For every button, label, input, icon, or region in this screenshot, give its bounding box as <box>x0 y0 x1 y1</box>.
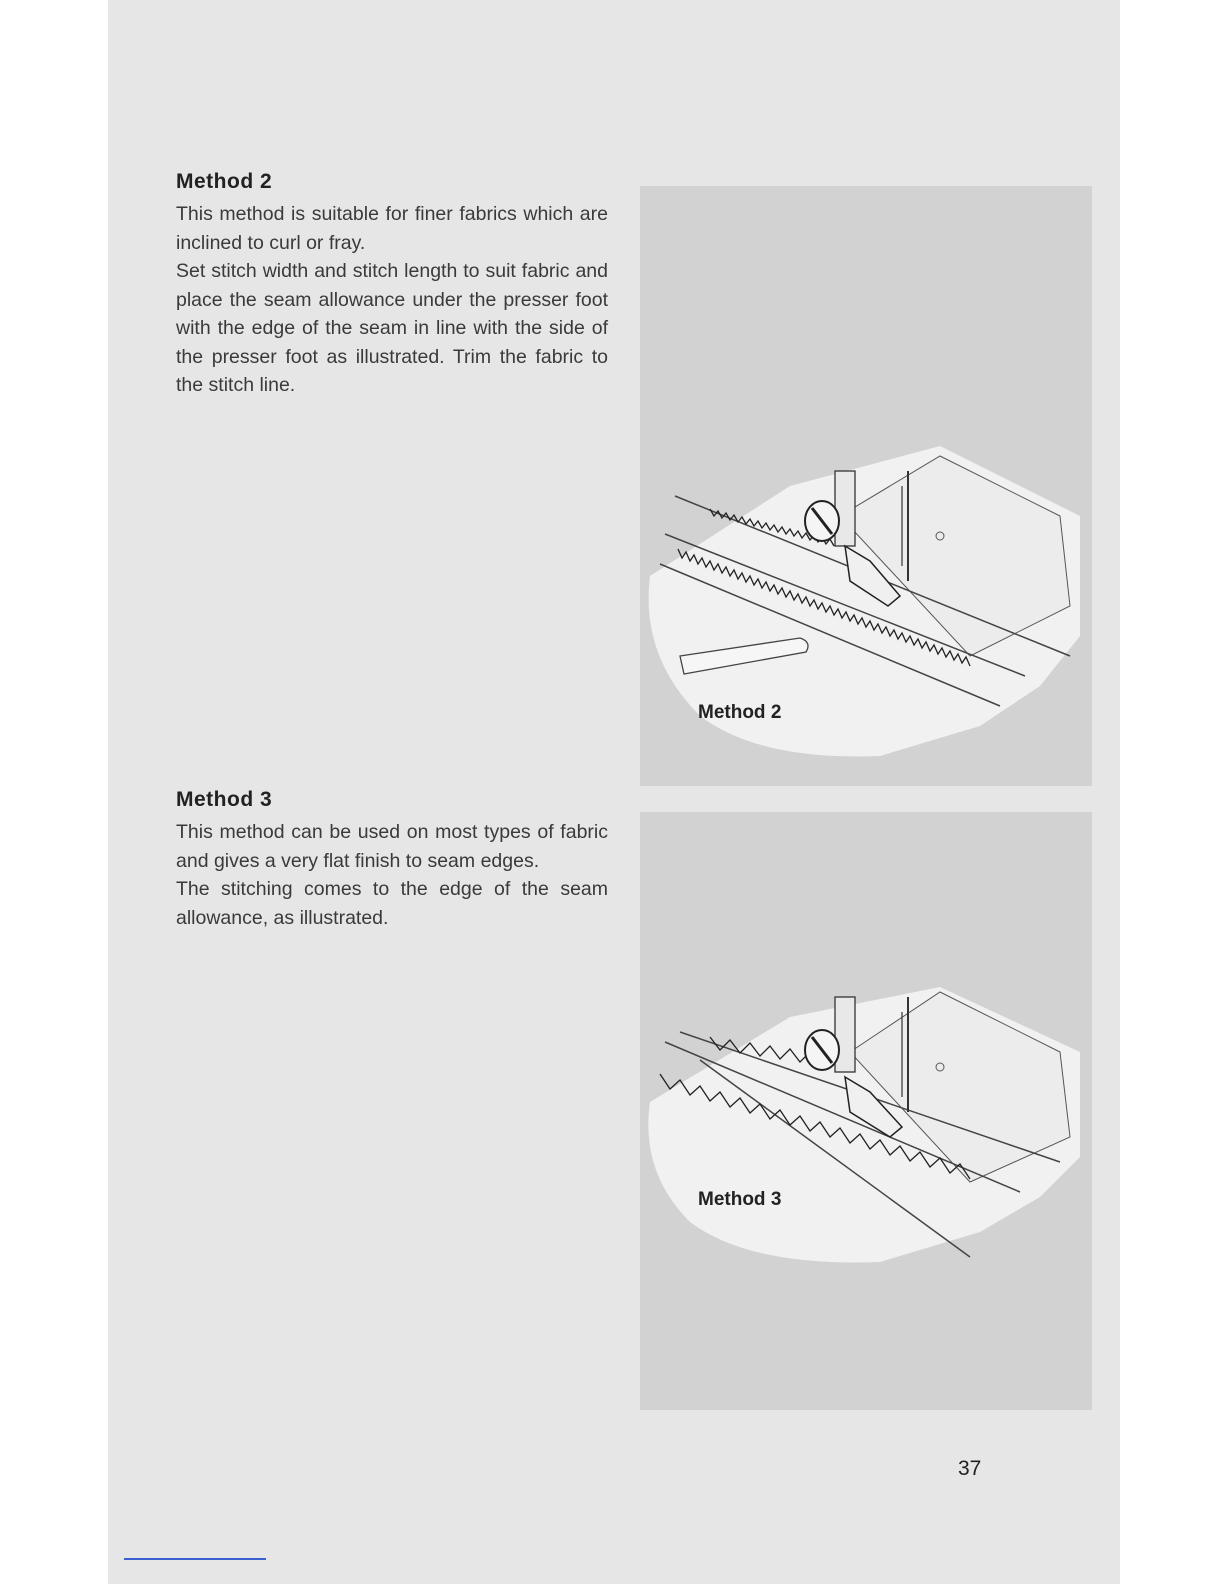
method-3-illustration-panel <box>640 812 1092 1410</box>
method-3-paragraph-1: This method can be used on most types of fabric and gives a very flat finish to seam edges. <box>176 821 608 872</box>
presser-bar <box>835 471 855 546</box>
method-2-illustration <box>640 186 1092 786</box>
method-3-figure-label: Method 3 <box>698 1189 782 1210</box>
page-number: 37 <box>958 1457 982 1480</box>
method-2-illustration-panel <box>640 186 1092 786</box>
bottom-link-underline <box>124 1558 266 1560</box>
method-3-heading: Method 3 <box>176 788 273 811</box>
method-3-illustration <box>640 812 1092 1410</box>
method-2-section <box>176 170 608 400</box>
method-3-section <box>176 788 608 932</box>
presser-bar <box>835 997 855 1072</box>
method-2-paragraph-2: Set stitch width and stitch length to suit fabric and place the seam allowance under the presser foot with the edge of the seam in line with the side of the presser foot as illustrated. Trim the fabric to the stitch line. <box>176 260 608 396</box>
method-3-paragraph-2: The stitching comes to the edge of the seam allowance, as illustrated. <box>176 878 608 929</box>
method-2-figure-label: Method 2 <box>698 702 782 723</box>
manual-page <box>108 0 1120 1584</box>
method-2-paragraph-1: This method is suitable for finer fabrics which are inclined to curl or fray. <box>176 203 608 254</box>
method-2-heading: Method 2 <box>176 170 273 193</box>
